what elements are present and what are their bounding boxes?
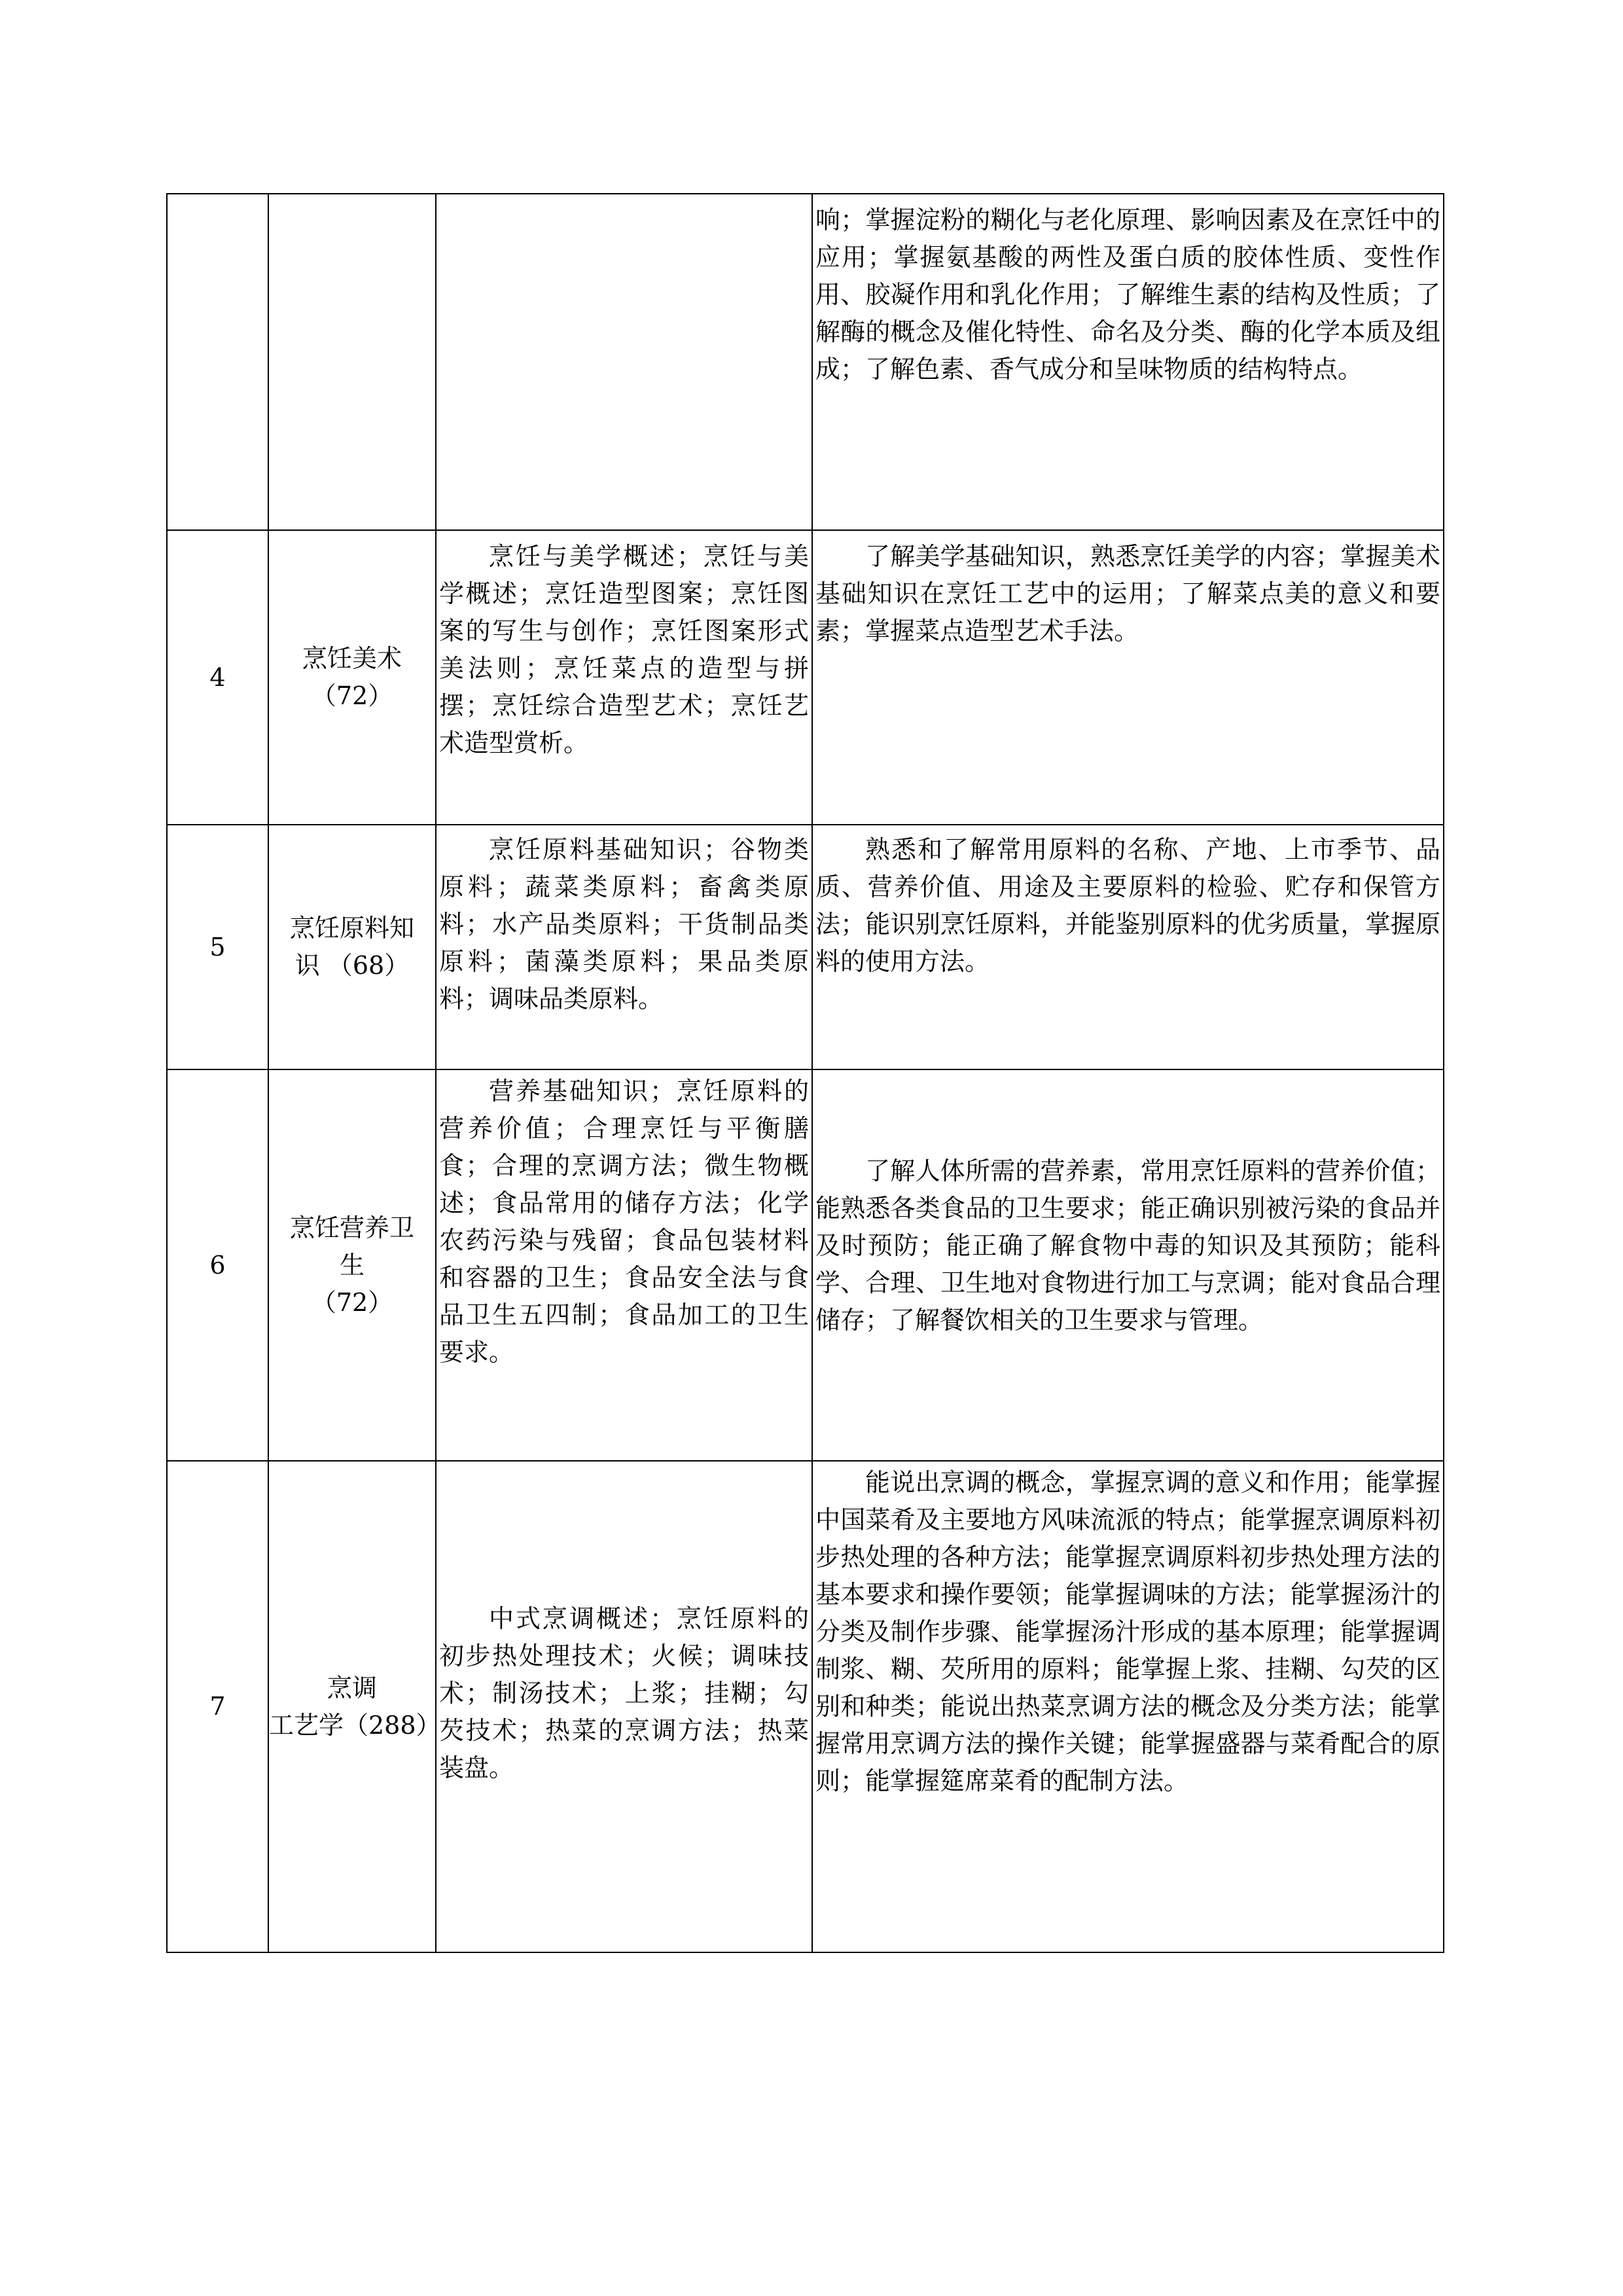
course-hours-line: （72） (311, 1287, 393, 1317)
course-name-cell (268, 1461, 441, 1952)
course-content-cell (436, 530, 812, 825)
requirement-text: 能说出烹调的概念，掌握烹调的意义和作用；能掌握中国菜肴及主要地方风味流派的特点；能掌握烹调原料初步热处理的各种方法；能掌握烹调原料初步热处理方法的基本要求和操作要领；能掌握调味的方法；能掌握汤汁的分类及制作步骤、能掌握汤汁形成的基本原理；能掌握调制浆、糊、芡所用的原料；能掌握上浆、挂糊、勾芡的区别和种类；能说出热菜烹调方法的概念及分类方法；能掌握常用烹调方法的操作关键；能掌握盛器与菜肴配合的原则；能掌握筵席菜肴的配制方法。 (815, 1468, 1440, 1795)
course-name-line: 生 (339, 1250, 365, 1280)
requirement-text: 熟悉和了解常用原料的名称、产地、上市季节、品质、营养价值、用途及主要原料的检验、贮存和保管方法；能识别烹饪原料，并能鉴别原料的优劣质量，掌握原料的使用方法。 (815, 835, 1440, 976)
course-content-cell (436, 1069, 812, 1461)
requirement-cell (812, 825, 1444, 1069)
course-table (166, 193, 1444, 1953)
course-content-cell (436, 825, 812, 1069)
table-row (167, 530, 1444, 825)
course-name-cell (268, 1069, 436, 1461)
course-name-cell (268, 825, 436, 1069)
row-number-cell: 5 (167, 825, 268, 1069)
course-name-line: 烹饪美术 (302, 644, 402, 673)
requirement-text: 了解人体所需的营养素，常用烹饪原料的营养价值；能熟悉各类食品的卫生要求；能正确识别被污染的食品并及时预防；能正确了解食物中毒的知识及其预防；能科学、合理、卫生地对食物进行加工与烹调；能对食品合理储存；了解餐饮相关的卫生要求与管理。 (815, 1156, 1440, 1335)
requirement-text: 了解美学基础知识，熟悉烹饪美学的内容；掌握美术基础知识在烹饪工艺中的运用；了解菜点美的意义和要素；掌握菜点造型艺术手法。 (815, 542, 1440, 645)
table-row (167, 1069, 1444, 1461)
course-content-cell (436, 1461, 812, 1952)
row-number-cell: 7 (167, 1461, 268, 1952)
course-content-text: 营养基础知识；烹饪原料的营养价值；合理烹饪与平衡膳食；合理的烹调方法；微生物概述；食品常用的储存方法；化学农药污染与残留；食品包装材料和容器的卫生；食品安全法与食品卫生五四制；食品加工的卫生要求。 (439, 1077, 809, 1367)
requirement-cell (812, 1461, 1444, 1952)
course-name-cell (268, 194, 436, 530)
course-name-line: 烹调 (327, 1673, 377, 1702)
course-content-text: 烹饪原料基础知识；谷物类原料；蔬菜类原料；畜禽类原料；水产品类原料；干货制品类原料；菌藻类原料；果品类原料；调味品类原料。 (439, 835, 809, 1013)
course-name-line: 工艺学（288） (269, 1710, 441, 1740)
course-name-line: 烹饪原料知 (289, 914, 414, 942)
course-content-text: 烹饪与美学概述；烹饪与美学概述；烹饪造型图案；烹饪图案的写生与创作；烹饪图案形式美法则；烹饪菜点的造型与拼摆；烹饪综合造型艺术；烹饪艺术造型赏析。 (439, 542, 809, 757)
table-row (167, 825, 1444, 1069)
table-row (167, 1461, 1444, 1952)
course-hours-line: 识 （68） (294, 951, 410, 980)
row-number-cell: 6 (167, 1069, 268, 1461)
row-number-cell: 4 (167, 530, 268, 825)
requirement-text: 响；掌握淀粉的糊化与老化原理、影响因素及在烹饪中的应用；掌握氨基酸的两性及蛋白质的胶体性质、变性作用、胶凝作用和乳化作用；了解维生素的结构及性质；了解酶的概念及催化特性、命名及分类、酶的化学本质及组成；了解色素、香气成分和呈味物质的结构特点。 (815, 206, 1440, 384)
requirement-cell (812, 1069, 1444, 1461)
course-name-line: 烹饪营养卫 (289, 1213, 414, 1242)
requirement-cell (812, 530, 1444, 825)
course-hours-line: （72） (311, 681, 393, 710)
requirement-cell (812, 194, 1444, 530)
row-number-cell (167, 194, 268, 530)
course-name-cell (268, 530, 436, 825)
course-content-text: 中式烹调概述；烹饪原料的初步热处理技术；火候；调味技术；制汤技术；上浆；挂糊；勾芡技术；热菜的烹调方法；热菜装盘。 (439, 1604, 809, 1782)
table-row (167, 194, 1444, 530)
course-content-cell (436, 194, 812, 530)
